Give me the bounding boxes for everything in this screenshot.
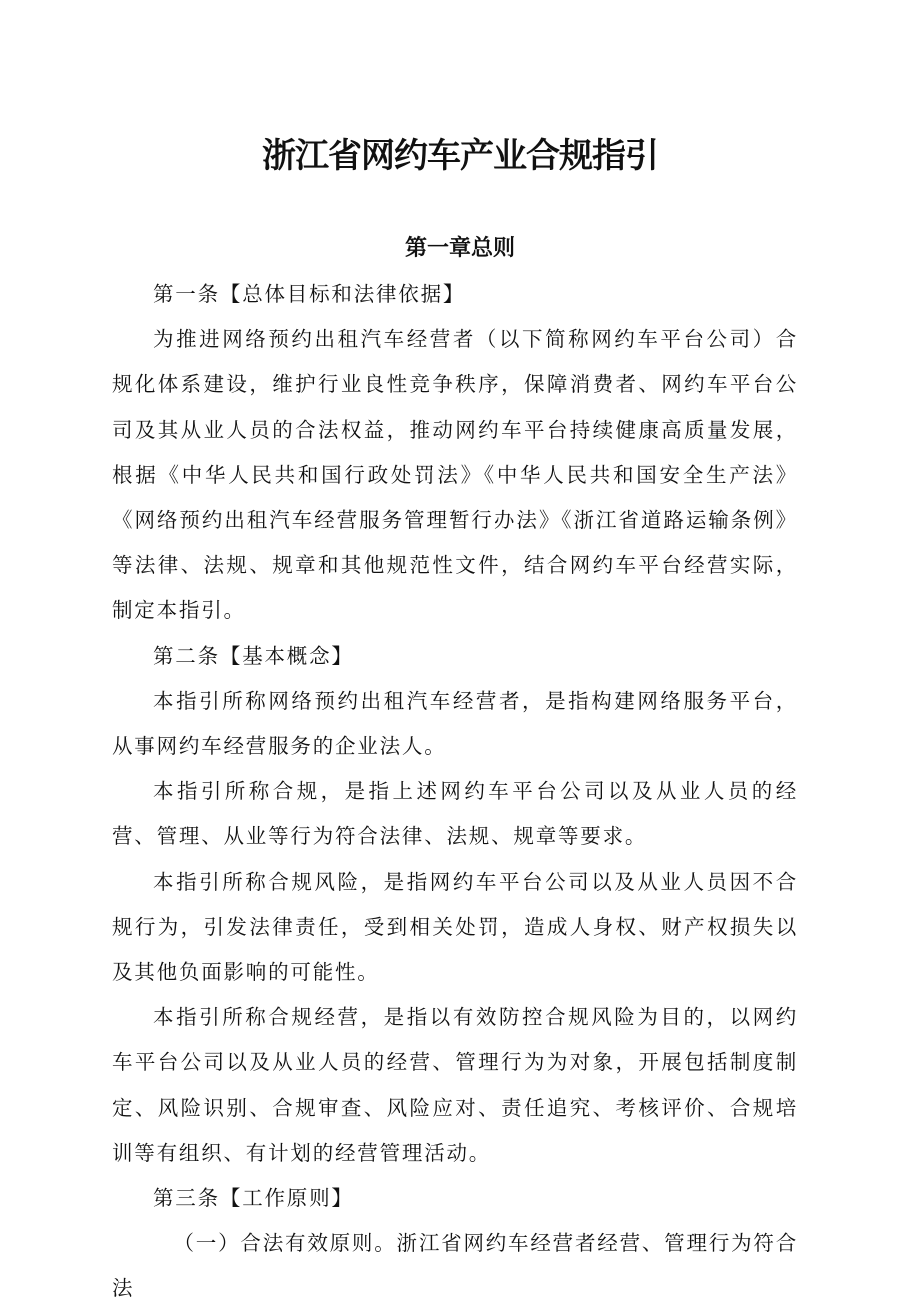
chapter-heading: 第一章总则: [404, 236, 515, 261]
article-heading: 第二条【基本概念】: [153, 643, 354, 668]
paragraph: 本指引所称合规，是指上述网约车平台公司以及从业人员的经营、管理、从业等行为符合法律、法规、规章等要求。: [112, 779, 798, 849]
paragraph: 本指引所称合规经营，是指以有效防控合规风险为目的，以网约车平台公司以及从业人员的经营、管理行为为对象，开展包括制度制定、风险识别、合规审查、风险应对、责任追究、考核评价、合规培训等有组织、有计划的经营管理活动。: [112, 1005, 798, 1165]
paragraph: 本指引所称合规风险，是指网约车平台公司以及从业人员因不合规行为，引发法律责任，受到相关处罚，造成人身权、财产权损失以及其他负面影响的可能性。: [112, 869, 798, 985]
article-heading: 第一条【总体目标和法律依据】: [153, 282, 466, 306]
list-item: （一）合法有效原则。浙江省网约车经营者经营、管理行为符合法: [112, 1231, 798, 1301]
document-body: [112, 272, 798, 1312]
paragraph: 为推进网络预约出租汽车经营者（以下简称网约车平台公司）合规化体系建设，维护行业良性竞争秩序，保障消费者、网约车平台公司及其从业人员的合法权益，推动网约车平台持续健康高质量发展，根据《中华人民共和国行政处罚法》《中华人民共和国安全生产法》《网络预约出租汽车经营服务管理暂行办法》《浙江省道路运输条例》等法律、法规、规章和其他规范性文件，结合网约车平台经营实际，制定本指引。: [112, 327, 798, 623]
article-heading: 第三条【工作原则】: [153, 1186, 354, 1211]
paragraph: 本指引所称网络预约出租汽车经营者，是指构建网络服务平台，从事网约车经营服务的企业法人。: [112, 688, 798, 759]
document-title: 浙江省网约车产业合规指引: [262, 136, 658, 176]
